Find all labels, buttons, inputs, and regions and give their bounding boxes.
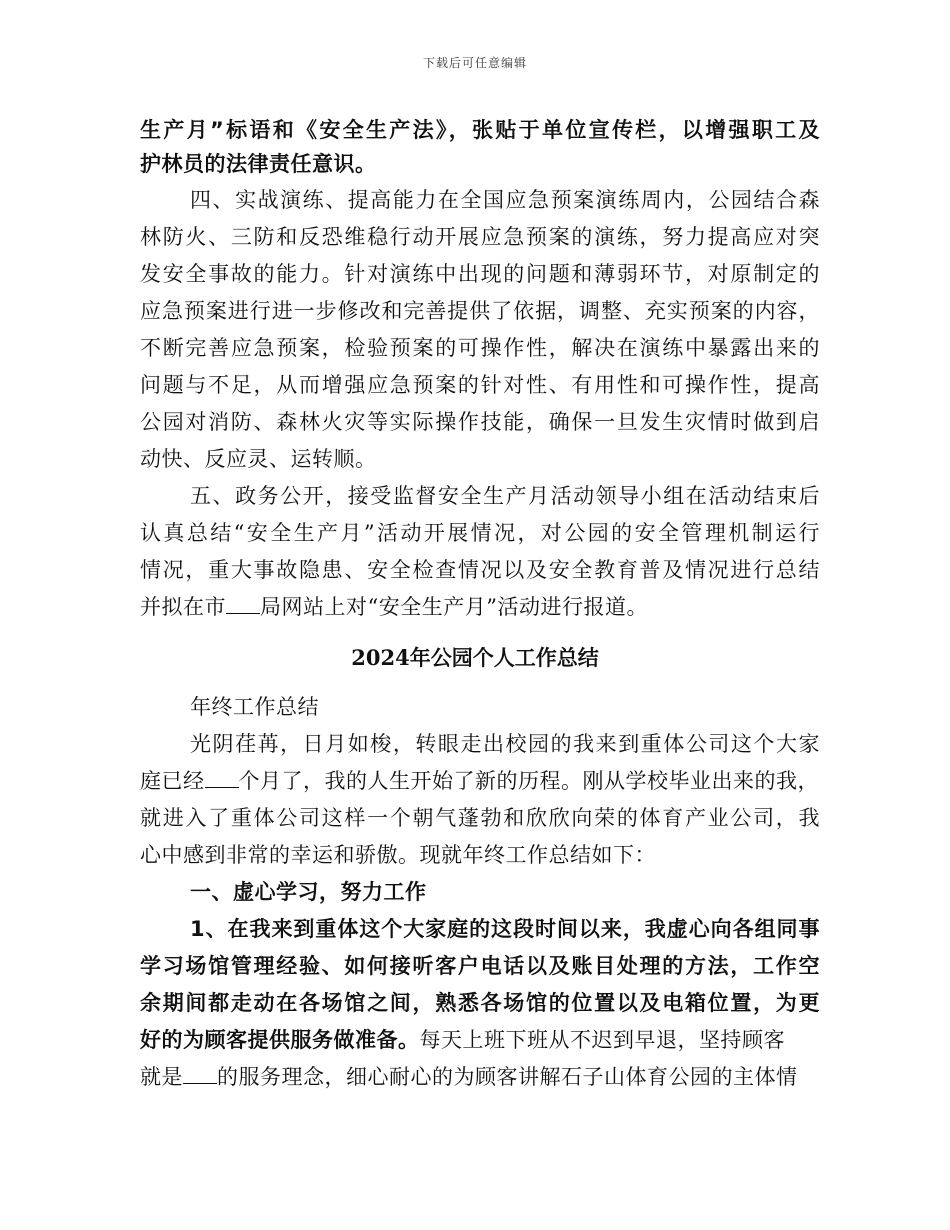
paragraph-line: 就进入了重体公司这样一个朝气蓬勃和欣欣向荣的体育产业公司，我 (140, 806, 820, 830)
paragraph-line (140, 1026, 820, 1054)
paragraph-line: 林防火、三防和反恐维稳行动开展应急预案的演练，努力提高应对突 (140, 225, 820, 249)
subsection-heading: 一、虚心学习，努力工作 (190, 880, 427, 904)
paragraph-line (140, 593, 820, 621)
line-text: 每天上班下班从不迟到早退，坚持顾客 (419, 1028, 785, 1052)
paragraph-line: 四、实战演练、提高能力在全国应急预案演练周内，公园结合森 (190, 188, 820, 212)
page-header: 下载后可任意编辑 (422, 56, 527, 70)
paragraph-line: 不断完善应急预案，检验预案的可操作性，解决在演练中暴露出来的 (140, 336, 820, 360)
paragraph-line: 认真总结“安全生产月”活动开展情况，对公园的安全管理机制运行 (140, 521, 820, 545)
paragraph-line: 护林员的法律责任意识。 (140, 152, 377, 176)
line-text: 个月了，我的人生开始了新的历程。刚从学校毕业出来的我， (238, 769, 819, 793)
paragraph-line: 情况，重大事故隐患、安全检查情况以及安全教育普及情况进行总结 (140, 558, 820, 582)
line-text: 就是 (140, 1065, 183, 1089)
paragraph-line: 余期间都走动在各场馆之间，熟悉各场馆的位置以及电箱位置，为更 (140, 991, 820, 1015)
fill-in-blank (226, 593, 260, 614)
paragraph-line (140, 767, 820, 795)
paragraph-line: 公园对消防、森林火灾等实际操作技能，确保一旦发生灾情时做到启 (140, 410, 820, 434)
line-text: 的服务理念，细心耐心的为顾客讲解石子山体育公园的主体情 (217, 1065, 798, 1089)
paragraph-line: 应急预案进行进一步修改和完善提供了依据，调整、充实预案的内容， (140, 299, 820, 323)
line-text: 并拟在市 (140, 595, 226, 619)
line-text: 好的为顾客提供服务做准备。 (140, 1028, 420, 1052)
paragraph-line: 发安全事故的能力。针对演练中出现的问题和薄弱环节，对原制定的 (140, 262, 820, 286)
paragraph-line: 问题与不足，从而增强应急预案的针对性、有用性和可操作性，提高 (140, 373, 820, 397)
fill-in-blank (183, 1063, 217, 1084)
section-title: 2024年公园个人工作总结 (351, 645, 599, 670)
paragraph-line: 年终工作总结 (190, 695, 319, 719)
paragraph-line: 学习场馆管理经验、如何接听客户电话以及账目处理的方法，工作空 (140, 954, 820, 978)
paragraph-line: 光阴荏苒，日月如梭，转眼走出校园的我来到重体公司这个大家 (190, 732, 820, 756)
line-text: 局网站上对“安全生产月”活动进行报道。 (260, 595, 648, 619)
paragraph-line (140, 1063, 820, 1091)
paragraph-line: 动快、反应灵、运转顺。 (140, 447, 377, 471)
line-text: 庭已经 (140, 769, 205, 793)
paragraph-line: 1、在我来到重体这个大家庭的这段时间以来，我虚心向各组同事 (190, 917, 820, 941)
fill-in-blank (205, 767, 239, 788)
paragraph-line: 五、政务公开，接受监督安全生产月活动领导小组在活动结束后 (190, 484, 820, 508)
paragraph-line: 生产月”标语和《安全生产法》，张贴于单位宣传栏，以增强职工及 (140, 118, 820, 142)
paragraph-line: 心中感到非常的幸运和骄傲。现就年终工作总结如下： (140, 843, 656, 867)
